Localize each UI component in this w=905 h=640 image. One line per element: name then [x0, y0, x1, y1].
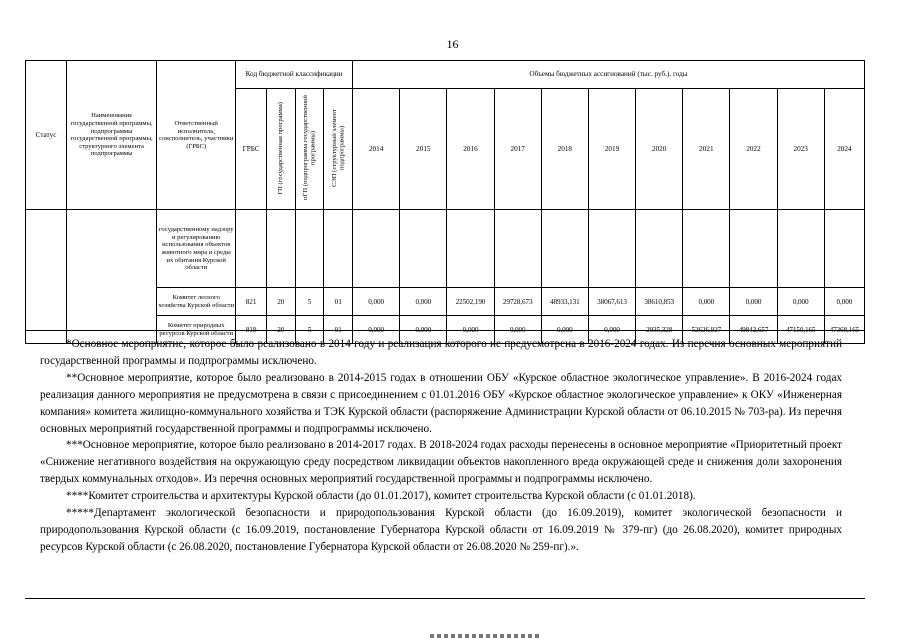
value-cell: 0,000 [494, 316, 541, 344]
value-cell: 38610,853 [636, 288, 683, 316]
value-cell: 0,000 [730, 288, 777, 316]
value-cell: 22502,190 [447, 288, 494, 316]
gp-cell [266, 210, 295, 288]
pgp-cell: 5 [295, 288, 324, 316]
value-cell: 47150,165 [777, 316, 824, 344]
header-year: 2023 [777, 89, 824, 210]
pgp-cell: 5 [295, 316, 324, 344]
responsible-cell: Комитет природных ресурсов Курской области [157, 316, 236, 344]
value-cell [447, 210, 494, 288]
footnotes [40, 336, 842, 556]
footnote: *Основное мероприятие, которое было реализовано в 2014 году и реализация которого не предусмотрена в 2016-2024 годах. Из перечня основных мероприятий государственной программы и подпрограммы исключено. [40, 338, 842, 367]
header-sep [324, 89, 353, 210]
header-year: 2024 [824, 89, 864, 210]
sep-cell: 01 [324, 316, 353, 344]
value-cell [588, 210, 635, 288]
footnote: *****Департамент экологической безопасности и природопользования Курской области (до 16.09.2019), комитет экологической безопасности и природопользования Курской области (с 16.09.2019, постановление Губернатора Курской области от 16.09.2019 № 379-пг) (до 26.08.2020), комитет природных ресурсов Курской области (с 26.08.2020, постановление Губернатора Курской области от 26.08.2020 № 259-пг).». [40, 507, 842, 553]
header-pgp-text: пГП (подпрограмма государственной программы) [302, 95, 317, 201]
header-year: 2020 [636, 89, 683, 210]
divider-top [25, 330, 865, 331]
value-cell: 2935,328 [636, 316, 683, 344]
value-cell [683, 210, 730, 288]
value-cell [494, 210, 541, 288]
header-year: 2016 [447, 89, 494, 210]
value-cell [541, 210, 588, 288]
header-gp [266, 89, 295, 210]
budget-table-container [25, 60, 865, 344]
name-cell [67, 210, 157, 344]
divider-bottom [25, 598, 865, 599]
header-year: 2015 [400, 89, 447, 210]
header-budget-code: Код бюджетной классификации [236, 61, 353, 89]
status-cell [26, 210, 67, 344]
scan-artifact [430, 634, 540, 638]
table-row [26, 210, 865, 288]
value-cell [824, 210, 864, 288]
sep-cell: 01 [324, 288, 353, 316]
page-number: 16 [446, 37, 459, 51]
value-cell: 38067,613 [588, 288, 635, 316]
value-cell: 0,000 [353, 316, 400, 344]
value-cell [636, 210, 683, 288]
header-grbs: ГРБС [236, 89, 267, 210]
gp-cell: 20 [266, 316, 295, 344]
gp-cell: 20 [266, 288, 295, 316]
value-cell: 49842,657 [730, 316, 777, 344]
value-cell: 47368,165 [824, 316, 864, 344]
header-volumes: Объемы бюджетных ассигнований (тыс. руб.), годы [353, 61, 865, 89]
pgp-cell [295, 210, 324, 288]
value-cell [777, 210, 824, 288]
value-cell: 0,000 [777, 288, 824, 316]
value-cell: 0,000 [353, 288, 400, 316]
value-cell: 0,000 [683, 288, 730, 316]
header-year: 2022 [730, 89, 777, 210]
value-cell: 0,000 [588, 316, 635, 344]
footnote: ****Комитет строительства и архитектуры Курской области (до 01.01.2017), комитет строительства Курской области (с 01.01.2018). [66, 490, 696, 503]
header-year: 2014 [353, 89, 400, 210]
value-cell: 52626,927 [683, 316, 730, 344]
responsible-cell: государственному надзору и регулированию использования объектов животного мира и среды их обитания Курской области [157, 210, 236, 288]
header-pgp [295, 89, 324, 210]
footnote: **Основное мероприятие, которое было реализовано в 2014-2015 годах в отношении ОБУ «Курское областное экологическое управление». В 2016-2024 годах реализация данного мероприятия не предусмотрена в связи с присоединением с 01.01.2016 ОБУ «Курское областное экологическое управление» к ОКУ «Инженерная компания» комитета жилищно-коммунального хозяйства и ТЭК Курской области (распоряжение Администрации Курской области от 06.10.2015 № 703-ра). Из перечня основных мероприятий государственной программы и подпрограммы исключено. [40, 371, 842, 435]
value-cell: 0,000 [447, 316, 494, 344]
header-year: 2018 [541, 89, 588, 210]
sep-cell [324, 210, 353, 288]
value-cell: 0,000 [400, 288, 447, 316]
value-cell: 0,000 [824, 288, 864, 316]
header-status: Статус [26, 61, 67, 210]
header-year: 2021 [683, 89, 730, 210]
value-cell: 48933,131 [541, 288, 588, 316]
header-responsible: Ответственный исполнитель, соисполнитель, участники (ГРБС) [157, 61, 236, 210]
header-sep-text: СЭП (структурный элемент подпрограммы) [330, 109, 346, 187]
grbs-cell: 821 [236, 288, 267, 316]
value-cell: 0,000 [541, 316, 588, 344]
header-year: 2017 [494, 89, 541, 210]
grbs-cell [236, 210, 267, 288]
budget-table [25, 60, 865, 344]
header-gp-text: ГП (государственная программа) [277, 101, 285, 195]
value-cell [400, 210, 447, 288]
header-name: Наименование государственной программы, подпрограммы государственной программы, структурного элемента подпрограммы [67, 61, 157, 210]
value-cell: 29728,673 [494, 288, 541, 316]
header-year: 2019 [588, 89, 635, 210]
grbs-cell: 819 [236, 316, 267, 344]
value-cell [353, 210, 400, 288]
responsible-cell: Комитет лесного хозяйства Курской области [157, 288, 236, 316]
footnote: ***Основное мероприятие, которое было реализовано в 2014-2017 годах. В 2018-2024 годах расходы перенесены в основное мероприятие «Приоритетный проект «Снижение негативного воздействия на окружающую среду посредством ликвидации объектов накопленного вреда окружающей среде и снижения доли захоронения твердых коммунальных отходов». Из перечня основных мероприятий государственной программы и подпрограммы исключено. [40, 439, 842, 486]
value-cell [730, 210, 777, 288]
value-cell: 0,000 [400, 316, 447, 344]
